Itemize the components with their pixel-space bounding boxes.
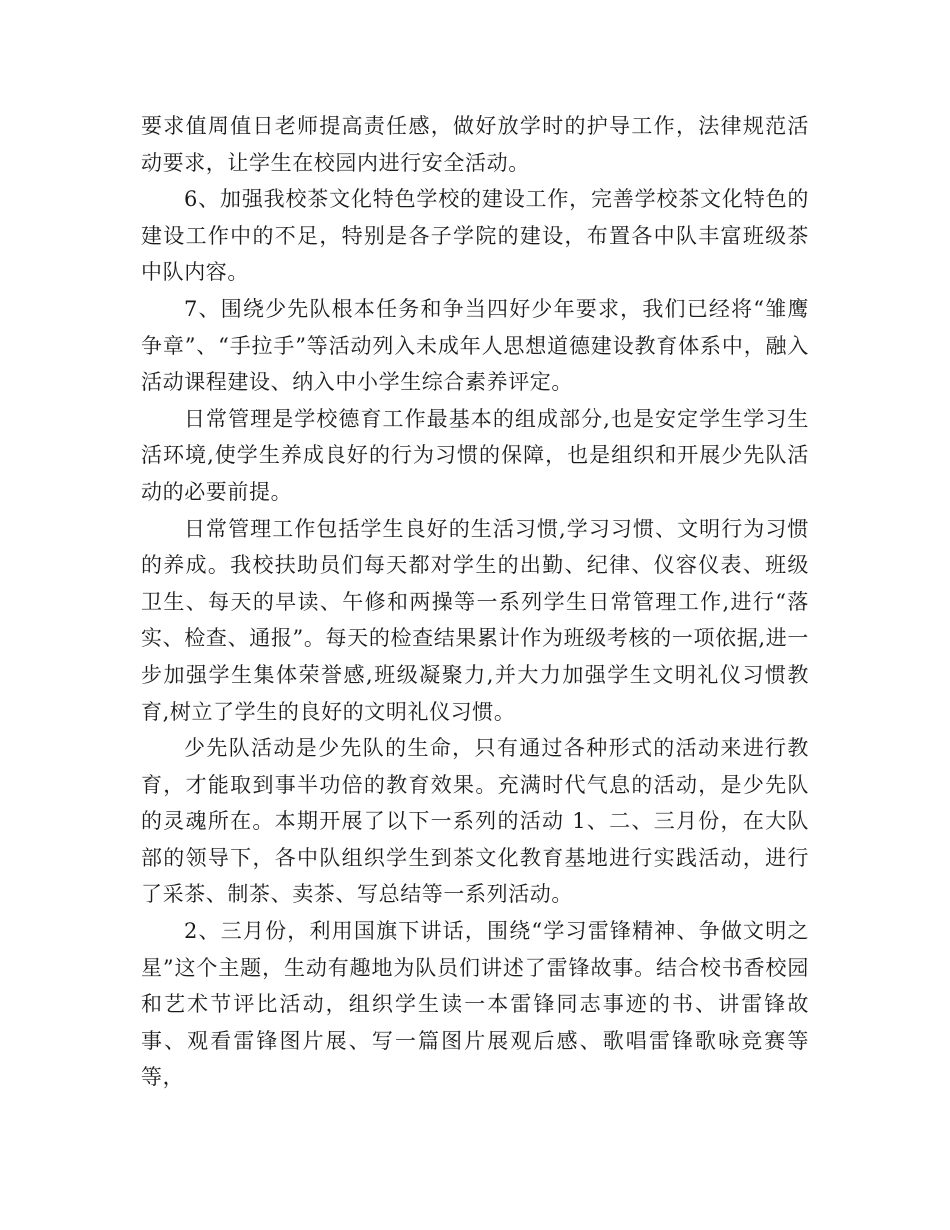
- paragraph: 要求值周值日老师提高责任感，做好放学时的护导工作，法律规范活动要求，让学生在校园内进行安全活动。: [141, 114, 809, 175]
- paragraph: 日常管理工作包括学生良好的生活习惯,学习习惯、文明行为习惯的养成。我校扶助员们每天都对学生的出勤、纪律、仪容仪表、班级卫生、每天的早读、午修和两操等一系列学生日常管理工作,进行“落实、检查、通报”。每天的检查结果累计作为班级考核的一项依据,进一步加强学生集体荣誉感,班级凝聚力,并大力加强学生文明礼仪习惯教育,树立了学生的良好的文明礼仪习惯。: [141, 516, 809, 724]
- paragraph: 7、围绕少先队根本任务和争当四好少年要求，我们已经将“雏鹰争章”、“手拉手”等活动列入未成年人思想道德建设教育体系中，融入活动课程建设、纳入中小学生综合素养评定。: [141, 296, 809, 395]
- paragraph: 日常管理是学校德育工作最基本的组成部分,也是安定学生学习生活环境,使学生养成良好的行为习惯的保障，也是组织和开展少先队活动的必要前提。: [141, 406, 809, 504]
- paragraph: 少先队活动是少先队的生命，只有通过各种形式的活动来进行教育，才能取到事半功倍的教育效果。充满时代气息的活动，是少先队的灵魂所在。本期开展了以下一系列的活动 1、二、三月份，在大队部的领导下，各中队组织学生到茶文化教育基地进行实践活动，进行了采茶、制茶、卖茶、写总结等一系列活动。: [141, 736, 809, 907]
- paragraph: 6、加强我校茶文化特色学校的建设工作，完善学校茶文化特色的建设工作中的不足，特别是各子学院的建设，布置各中队丰富班级茶中队内容。: [141, 187, 809, 285]
- paragraph: 2、三月份，利用国旗下讲话，围绕“学习雷锋精神、争做文明之星”这个主题，生动有趣地为队员们讲述了雷锋故事。结合校书香校园和艺术节评比活动，组织学生读一本雷锋同志事迹的书、讲雷锋故事、观看雷锋图片展、写一篇图片展观后感、歌唱雷锋歌咏竞赛等等，: [141, 919, 809, 1090]
- document-body: [141, 108, 809, 1096]
